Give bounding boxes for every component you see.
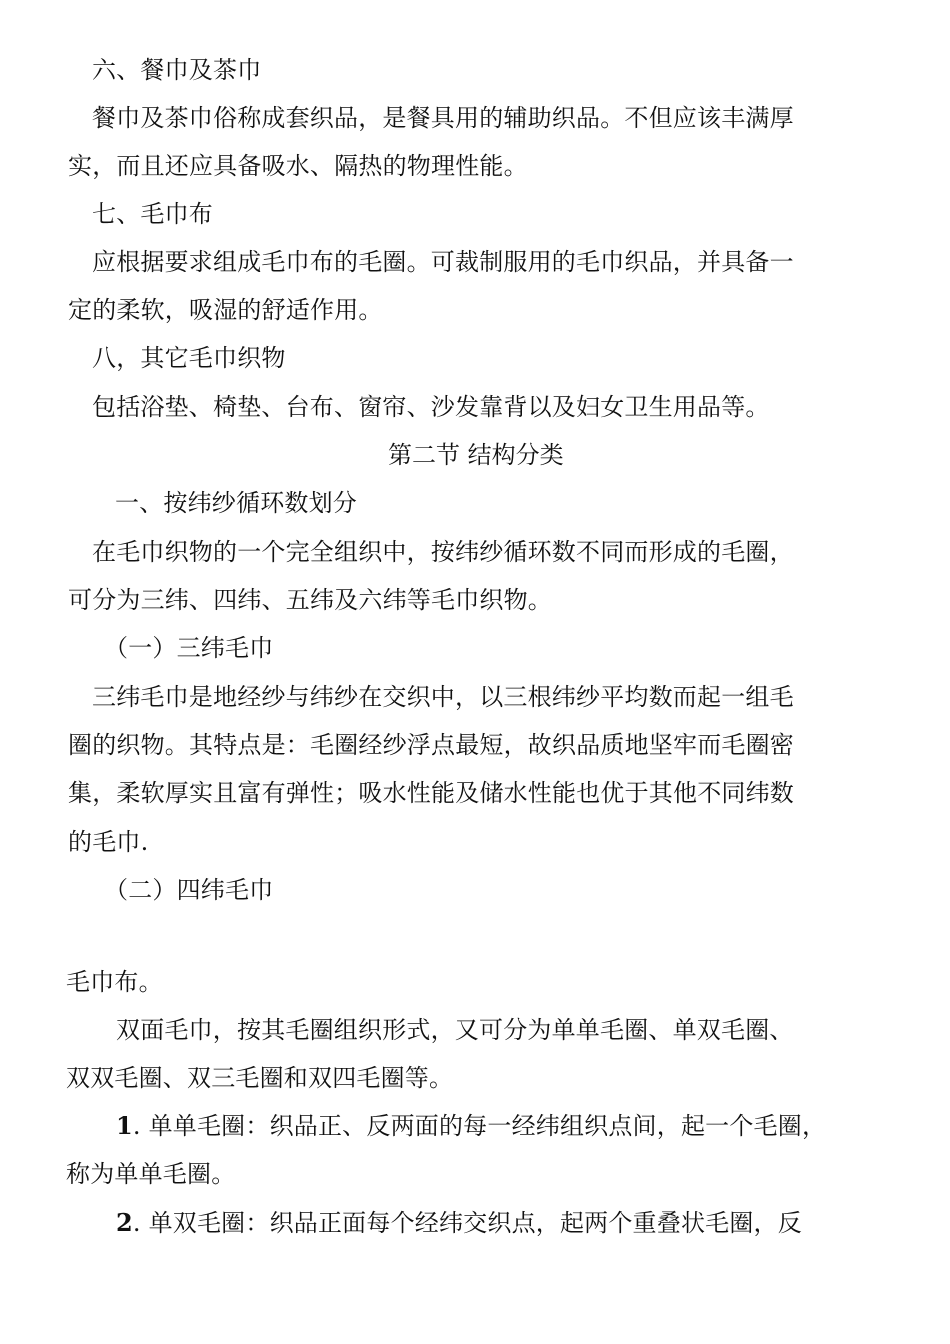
paragraph-line: 在毛巾织物的一个完全组织中，按纬纱循环数不同而形成的毛圈， xyxy=(92,538,794,566)
list-entry-number: 2 xyxy=(116,1208,133,1237)
paragraph-line: 应根据要求组成毛巾布的毛圈。可裁制服用的毛巾织品，并具备一 xyxy=(92,248,794,276)
list-entry-number: 1 xyxy=(116,1111,133,1140)
paragraph-line: 实，而且还应具备吸水、隔热的物理性能。 xyxy=(68,152,528,180)
chapter-title-text: 第二节 结构分类 xyxy=(388,441,564,469)
paragraph-line: 三纬毛巾是地经纱与纬纱在交织中，以三根纬纱平均数而起一组毛 xyxy=(92,683,794,711)
list-entry-2 xyxy=(116,1208,802,1238)
item-heading-1: （一）三纬毛巾 xyxy=(104,634,274,662)
paragraph-line: 毛巾布。 xyxy=(66,968,163,996)
paragraph-line: 圈的织物。其特点是：毛圈经纱浮点最短，故织品质地坚牢而毛圈密 xyxy=(68,731,794,759)
paragraph-line: 定的柔软，吸湿的舒适作用。 xyxy=(68,296,383,324)
item-heading-2: （二）四纬毛巾 xyxy=(104,876,274,904)
list-entry-1 xyxy=(116,1111,826,1141)
list-entry-text: . 单单毛圈：织品正、反两面的每一经纬组织点间，起一个毛圈， xyxy=(132,1112,827,1140)
paragraph-line: 可分为三纬、四纬、五纬及六纬等毛巾织物。 xyxy=(68,586,552,614)
paragraph-line: 集，柔软厚实且富有弹性；吸水性能及储水性能也优于其他不同纬数 xyxy=(68,779,794,807)
subsection-heading: 一、按纬纱循环数划分 xyxy=(115,489,357,517)
paragraph-line: 双面毛巾，按其毛圈组织形式，又可分为单单毛圈、单双毛圈、 xyxy=(116,1016,794,1044)
paragraph-line: 双双毛圈、双三毛圈和双四毛圈等。 xyxy=(66,1064,454,1092)
paragraph-line: 餐巾及茶巾俗称成套织品，是餐具用的辅助织品。不但应该丰满厚 xyxy=(92,104,794,132)
section-heading-7: 七、毛巾布 xyxy=(92,200,213,228)
paragraph-line: 称为单单毛圈。 xyxy=(66,1160,236,1188)
section-heading-8: 八，其它毛巾织物 xyxy=(92,344,286,372)
paragraph-line: 包括浴垫、椅垫、台布、窗帘、沙发靠背以及妇女卫生用品等。 xyxy=(92,393,770,421)
paragraph-line: 的毛巾. xyxy=(68,828,149,856)
list-entry-text: . 单双毛圈：织品正面每个经纬交织点，起两个重叠状毛圈，反 xyxy=(132,1209,802,1237)
section-heading-6: 六、餐巾及茶巾 xyxy=(92,56,262,84)
